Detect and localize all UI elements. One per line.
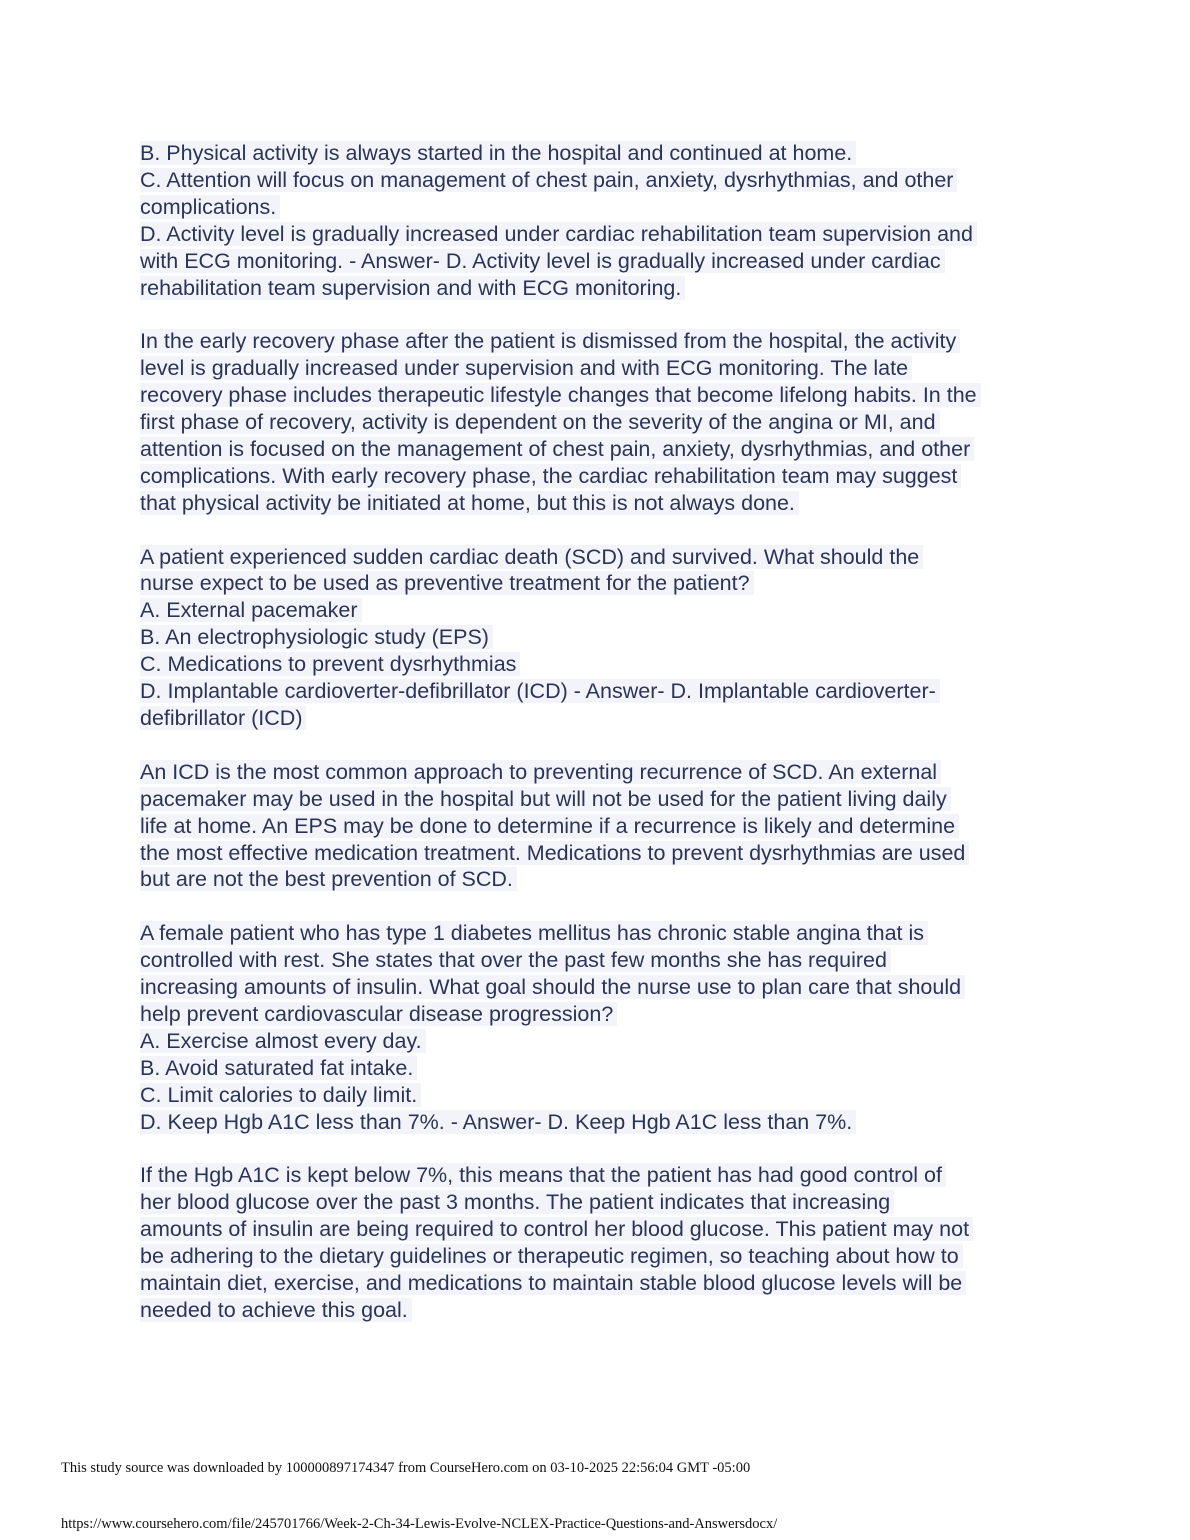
- source-url[interactable]: https://www.coursehero.com/file/245701766/Week-2-Ch-34-Lewis-Evolve-NCLEX-Practice-Questions-and-Answersdocx/: [61, 1516, 778, 1532]
- text-line: [140, 651, 1055, 678]
- paragraph-gap: [140, 1135, 1055, 1162]
- text-line-content: level is gradually increased under supervision and with ECG monitoring. The late: [140, 356, 912, 380]
- text-line: [140, 705, 1055, 732]
- text-line-content: amounts of insulin are being required to control her blood glucose. This patient may not: [140, 1217, 973, 1241]
- text-line-content: first phase of recovery, activity is dependent on the severity of the angina or MI, and: [140, 410, 940, 434]
- download-source-note: This study source was downloaded by 100000897174347 from CourseHero.com on 03-10-2025 22:56:04 GMT -05:00: [61, 1460, 751, 1476]
- text-line: [140, 248, 1055, 275]
- text-line-content: A. Exercise almost every day.: [140, 1029, 426, 1053]
- text-line: [140, 1028, 1055, 1055]
- text-line-content: D. Keep Hgb A1C less than 7%. - Answer- D. Keep Hgb A1C less than 7%.: [140, 1110, 856, 1134]
- text-line-content: complications.: [140, 195, 280, 219]
- options-previous-question: [140, 140, 1055, 301]
- text-line: [140, 597, 1055, 624]
- text-line-content: B. Physical activity is always started in the hospital and continued at home.: [140, 141, 856, 165]
- text-line: [140, 813, 1055, 840]
- text-line: [140, 194, 1055, 221]
- text-line: [140, 974, 1055, 1001]
- text-line-content: controlled with rest. She states that over the past few months she has required: [140, 948, 891, 972]
- text-line: [140, 382, 1055, 409]
- text-line-content: help prevent cardiovascular disease progression?: [140, 1002, 617, 1026]
- question-scd: [140, 544, 1055, 732]
- text-line: [140, 409, 1055, 436]
- text-line-content: If the Hgb A1C is kept below 7%, this means that the patient has had good control of: [140, 1163, 946, 1187]
- text-line: [140, 544, 1055, 571]
- text-line: [140, 140, 1055, 167]
- text-line-content: defibrillator (ICD): [140, 706, 306, 730]
- text-line: [140, 463, 1055, 490]
- text-line-content: C. Medications to prevent dysrhythmias: [140, 652, 520, 676]
- text-line-content: the most effective medication treatment. Medications to prevent dysrhythmias are used: [140, 841, 969, 865]
- text-line: [140, 840, 1055, 867]
- text-line: [140, 1243, 1055, 1270]
- paragraph-gap: [140, 732, 1055, 759]
- paragraph-gap: [140, 301, 1055, 328]
- text-line: [140, 436, 1055, 463]
- question-diabetes-angina: [140, 920, 1055, 1135]
- text-line-content: A female patient who has type 1 diabetes mellitus has chronic stable angina that is: [140, 921, 928, 945]
- text-line-content: C. Attention will focus on management of chest pain, anxiety, dysrhythmias, and other: [140, 168, 957, 192]
- text-line-content: A. External pacemaker: [140, 598, 362, 622]
- text-line: [140, 570, 1055, 597]
- text-line: [140, 920, 1055, 947]
- text-line: [140, 1082, 1055, 1109]
- text-line-content: needed to achieve this goal.: [140, 1298, 412, 1322]
- document-body: [140, 140, 1055, 1324]
- text-line-content: her blood glucose over the past 3 months. The patient indicates that increasing: [140, 1190, 894, 1214]
- text-line-content: rehabilitation team supervision and with ECG monitoring.: [140, 276, 685, 300]
- text-line: [140, 786, 1055, 813]
- text-line-content: An ICD is the most common approach to preventing recurrence of SCD. An external: [140, 760, 941, 784]
- text-line-content: B. An electrophysiologic study (EPS): [140, 625, 493, 649]
- text-line: [140, 221, 1055, 248]
- text-line: [140, 866, 1055, 893]
- rationale-hgb-a1c: [140, 1162, 1055, 1323]
- text-line-content: complications. With early recovery phase, the cardiac rehabilitation team may suggest: [140, 464, 961, 488]
- text-line: [140, 678, 1055, 705]
- text-line-content: pacemaker may be used in the hospital but will not be used for the patient living daily: [140, 787, 951, 811]
- text-line-content: maintain diet, exercise, and medications to maintain stable blood glucose levels will be: [140, 1271, 966, 1295]
- text-line: [140, 355, 1055, 382]
- text-line-content: C. Limit calories to daily limit.: [140, 1083, 421, 1107]
- text-line-content: that physical activity be initiated at home, but this is not always done.: [140, 491, 799, 515]
- text-line: [140, 759, 1055, 786]
- text-line-content: nurse expect to be used as preventive treatment for the patient?: [140, 571, 754, 595]
- text-line: [140, 490, 1055, 517]
- text-line: [140, 328, 1055, 355]
- text-line-content: attention is focused on the management of chest pain, anxiety, dysrhythmias, and other: [140, 437, 974, 461]
- text-line-content: life at home. An EPS may be done to determine if a recurrence is likely and determine: [140, 814, 959, 838]
- rationale-recovery-phase: [140, 328, 1055, 516]
- text-line: [140, 947, 1055, 974]
- text-line-content: D. Implantable cardioverter-defibrillator (ICD) - Answer- D. Implantable cardioverter-: [140, 679, 940, 703]
- text-line-content: increasing amounts of insulin. What goal should the nurse use to plan care that should: [140, 975, 965, 999]
- text-line-content: with ECG monitoring. - Answer- D. Activity level is gradually increased under cardiac: [140, 249, 945, 273]
- text-line-content: B. Avoid saturated fat intake.: [140, 1056, 417, 1080]
- text-line: [140, 624, 1055, 651]
- text-line: [140, 1001, 1055, 1028]
- text-line: [140, 275, 1055, 302]
- rationale-icd: [140, 759, 1055, 894]
- text-line: [140, 1109, 1055, 1136]
- text-line-content: D. Activity level is gradually increased under cardiac rehabilitation team supervision and: [140, 222, 977, 246]
- text-line: [140, 1270, 1055, 1297]
- paragraph-gap: [140, 517, 1055, 544]
- text-line-content: In the early recovery phase after the patient is dismissed from the hospital, the activity: [140, 329, 960, 353]
- text-line-content: be adhering to the dietary guidelines or therapeutic regimen, so teaching about how to: [140, 1244, 963, 1268]
- text-line: [140, 1189, 1055, 1216]
- text-line: [140, 1216, 1055, 1243]
- text-line: [140, 167, 1055, 194]
- text-line-content: recovery phase includes therapeutic lifestyle changes that become lifelong habits. In the: [140, 383, 981, 407]
- text-line-content: A patient experienced sudden cardiac death (SCD) and survived. What should the: [140, 545, 923, 569]
- text-line: [140, 1162, 1055, 1189]
- paragraph-gap: [140, 893, 1055, 920]
- text-line-content: but are not the best prevention of SCD.: [140, 867, 517, 891]
- text-line: [140, 1297, 1055, 1324]
- text-line: [140, 1055, 1055, 1082]
